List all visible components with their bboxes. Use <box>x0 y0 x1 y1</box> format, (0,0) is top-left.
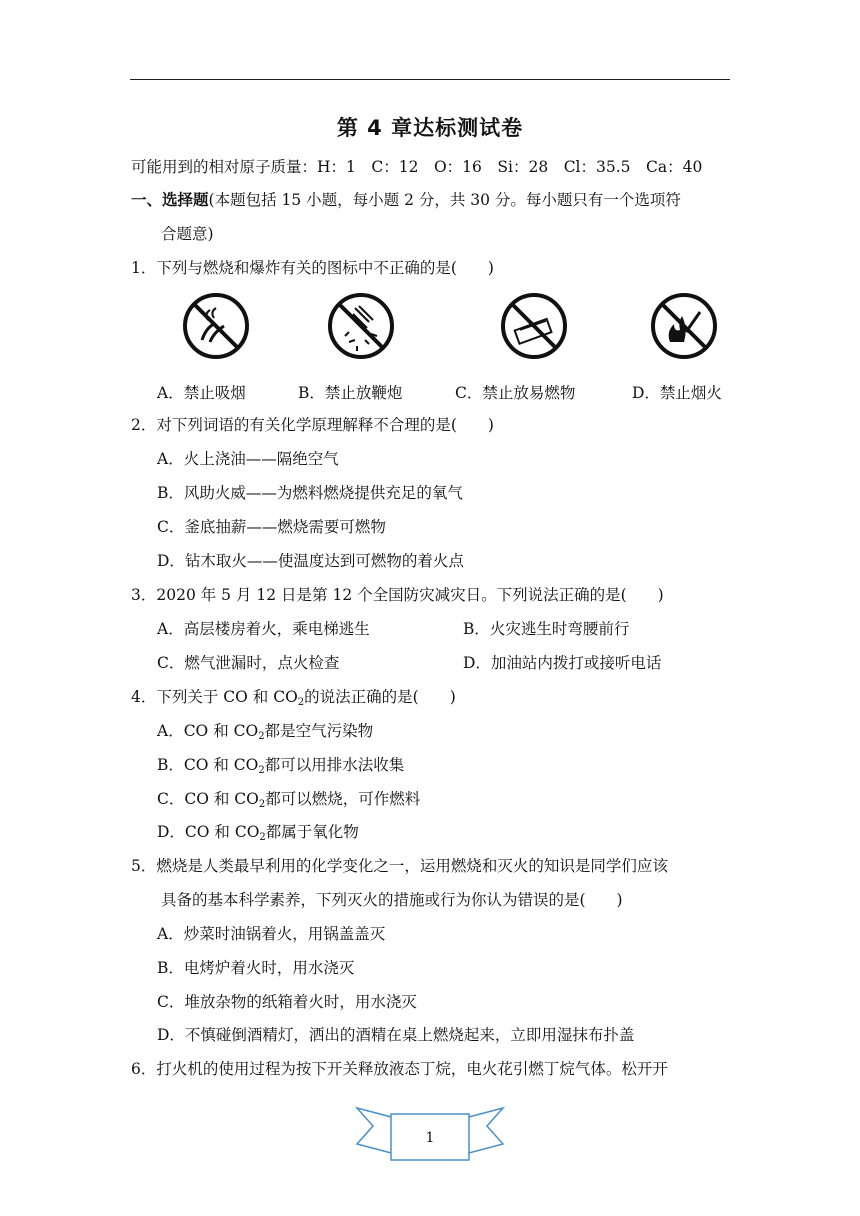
q4-option-b <box>157 755 404 781</box>
option-post: 都属于氧化物 <box>265 823 359 841</box>
section-desc-cont: 合题意) <box>161 225 214 243</box>
question-1-stem: 1．下列与燃烧和爆炸有关的图标中不正确的是( ) <box>131 259 494 277</box>
option-post: 都可以燃烧，可作燃料 <box>265 790 421 808</box>
q2-option-d: D．钻木取火——使温度达到可燃物的着火点 <box>157 552 464 570</box>
q1-option-d: D．禁止烟火 <box>632 384 722 402</box>
question-2-stem: 2．对下列词语的有关化学原理解释不合理的是( ) <box>131 416 494 434</box>
option-post: 都是空气污染物 <box>264 722 374 740</box>
page-title: 第 4 章达标测试卷 <box>336 116 524 140</box>
no-smoking-icon <box>180 290 252 362</box>
section-desc: (本题包括 15 小题，每小题 2 分，共 30 分。每小题只有一个选项符 <box>208 191 681 209</box>
q4-option-c <box>157 789 420 815</box>
q3-option-d: D．加油站内拨打或接听电话 <box>463 654 662 672</box>
q5-option-a: A．炒菜时油锅着火，用锅盖盖灭 <box>157 925 386 943</box>
atomic-mass-line: 可能用到的相对原子质量：H：1 C：12 O：16 Si：28 Cl：35.5 Ca：40 <box>131 158 703 176</box>
q4-stem-pre: 4．下列关于 CO 和 CO <box>131 688 298 706</box>
option-post: 都可以用排水法收集 <box>264 756 405 774</box>
q1-option-b: B．禁止放鞭炮 <box>298 384 403 402</box>
q1-option-a: A．禁止吸烟 <box>157 384 246 402</box>
q5-option-c: C．堆放杂物的纸箱着火时，用水浇灭 <box>157 993 417 1011</box>
question-4-stem <box>131 687 456 713</box>
option-pre: D．CO 和 CO <box>157 823 260 841</box>
question-5-stem: 5．燃烧是人类最早利用的化学变化之一，运用燃烧和灭火的知识是同学们应该 <box>131 857 668 875</box>
subscript: 2 <box>258 765 265 776</box>
question-5-stem-cont: 具备的基本科学素养，下列灭火的措施或行为你认为错误的是( ) <box>161 891 623 909</box>
no-firecrackers-icon <box>325 290 397 362</box>
q2-option-c: C．釜底抽薪——燃烧需要可燃物 <box>157 518 386 536</box>
option-pre: A．CO 和 CO <box>157 722 259 740</box>
q4-option-d <box>157 822 359 848</box>
subscript: 2 <box>258 731 265 742</box>
no-open-flame-icon <box>648 290 720 362</box>
q3-option-b: B．火灾逃生时弯腰前行 <box>463 620 630 638</box>
q5-option-d: D．不慎碰倒酒精灯，洒出的酒精在桌上燃烧起来，立即用湿抹布扑盖 <box>157 1026 635 1044</box>
option-pre: B．CO 和 CO <box>157 756 259 774</box>
q5-option-b: B．电烤炉着火时，用水浇灭 <box>157 959 355 977</box>
section-heading: 一、选择题 <box>131 191 209 209</box>
header-rule <box>130 79 730 80</box>
question-6-stem: 6．打火机的使用过程为按下开关释放液态丁烷，电火花引燃丁烷气体。松开开 <box>131 1060 668 1078</box>
question-3-stem: 3．2020 年 5 月 12 日是第 12 个全国防灾减灾日。下列说法正确的是( ) <box>131 586 664 604</box>
q4-stem-post: 的说法正确的是( ) <box>304 688 456 706</box>
q1-option-c: C．禁止放易燃物 <box>455 384 576 402</box>
page-number: 1 <box>425 1130 435 1146</box>
q3-option-c: C．燃气泄漏时，点火检查 <box>157 654 340 672</box>
section-heading-line <box>131 190 681 210</box>
q1-icon-row <box>0 290 860 370</box>
subscript: 2 <box>259 832 266 843</box>
q2-option-a: A．火上浇油——隔绝空气 <box>157 450 339 468</box>
no-flammables-icon <box>498 290 570 362</box>
q4-option-a <box>157 721 373 747</box>
q3-option-a: A．高层楼房着火，乘电梯逃生 <box>157 620 370 638</box>
option-pre: C．CO 和 CO <box>157 790 259 808</box>
q2-option-b: B．风助火威——为燃料燃烧提供充足的氧气 <box>157 484 463 502</box>
subscript: 2 <box>297 697 305 708</box>
subscript: 2 <box>258 799 266 810</box>
